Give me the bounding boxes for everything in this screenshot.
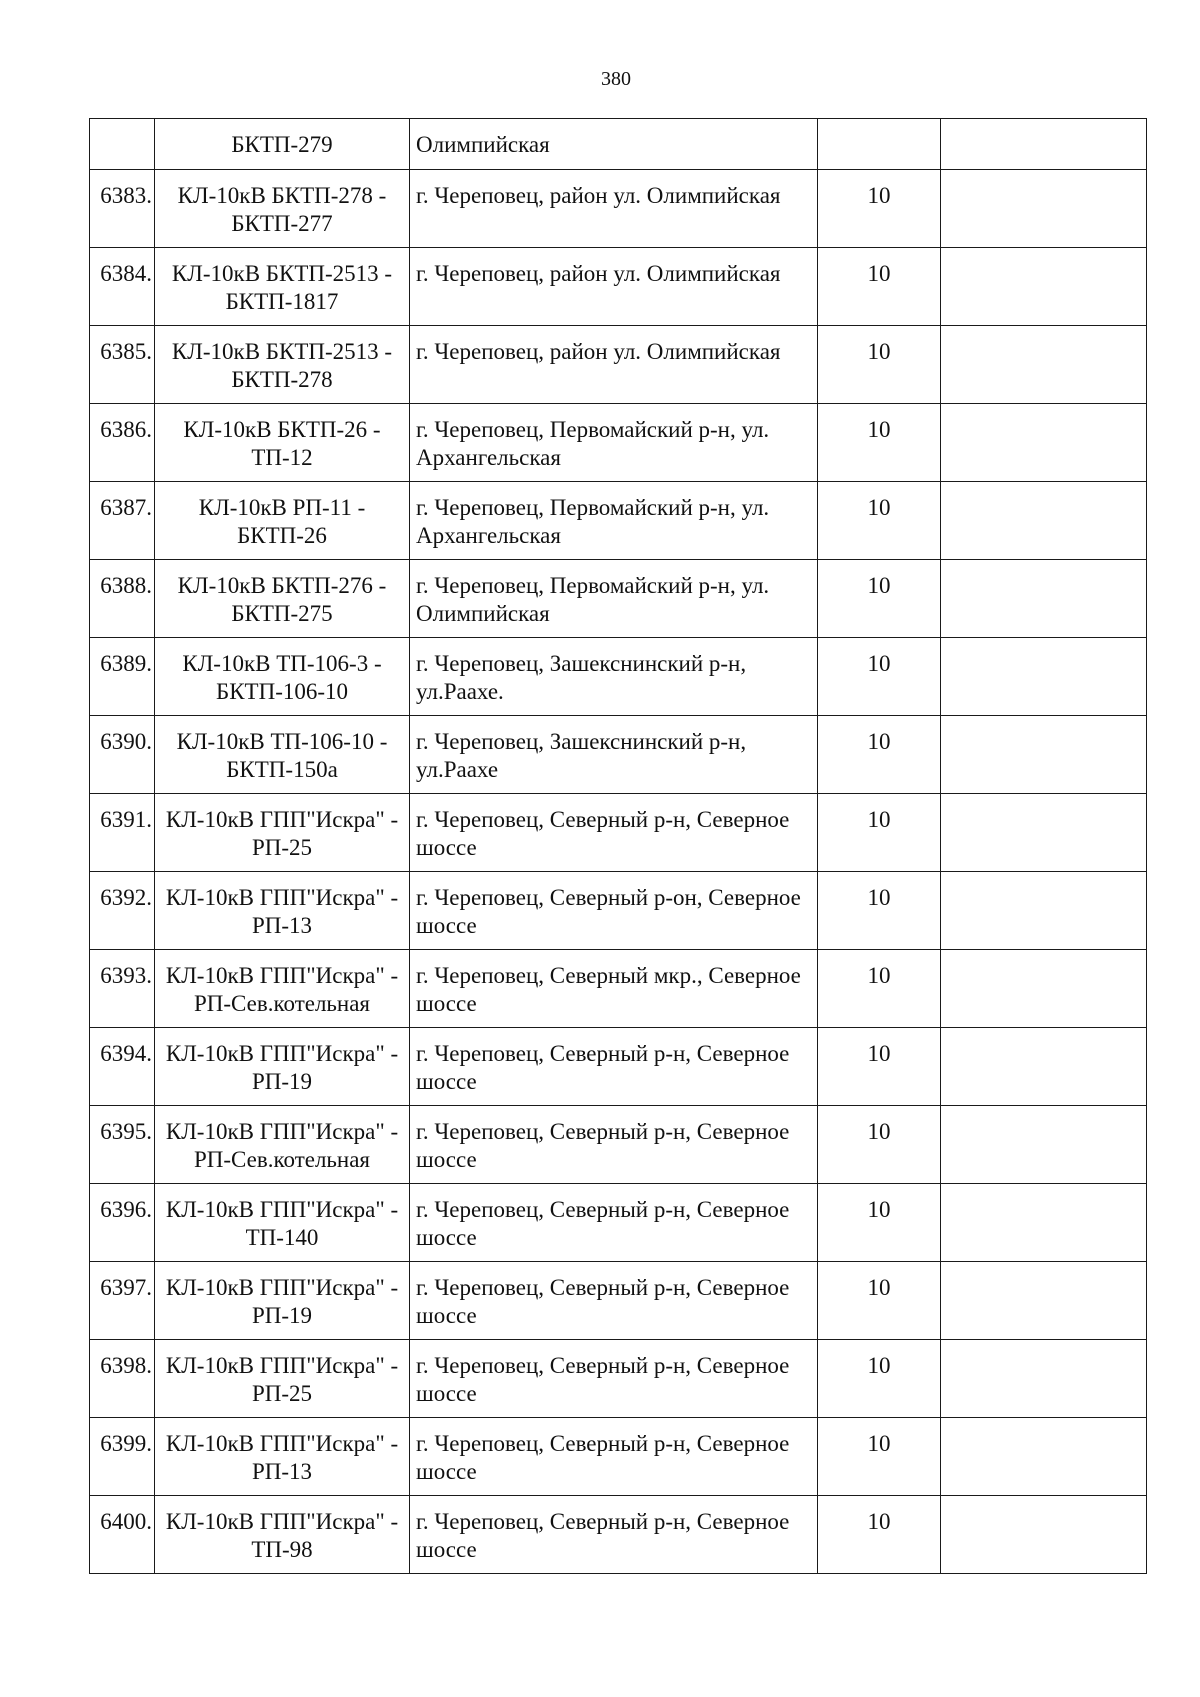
row-number-cell xyxy=(90,716,155,794)
extra-cell xyxy=(941,119,1147,170)
address-cell xyxy=(410,1340,818,1418)
row-number: 6400. xyxy=(100,1509,152,1534)
voltage-cell xyxy=(818,950,941,1028)
voltage xyxy=(818,119,940,131)
table-row xyxy=(90,248,1147,326)
row-number: 6396. xyxy=(100,1197,152,1222)
row-number: 6397. xyxy=(100,1275,152,1300)
line-name: КЛ-10кВ ГПП"Искра" - РП-19 xyxy=(165,1275,399,1328)
table-row xyxy=(90,560,1147,638)
address: г. Череповец, Северный р-н, Северное шоссе xyxy=(416,807,790,860)
line-name: БКТП-279 xyxy=(231,132,333,157)
extra-cell xyxy=(941,170,1147,248)
table-row xyxy=(90,950,1147,1028)
address: г. Череповец, Северный р-он, Северное шоссе xyxy=(416,885,801,938)
voltage: 10 xyxy=(867,885,891,910)
address-cell xyxy=(410,716,818,794)
extra-cell xyxy=(941,638,1147,716)
voltage: 10 xyxy=(867,183,891,208)
line-name-cell xyxy=(155,1496,410,1574)
address-cell xyxy=(410,119,818,170)
voltage: 10 xyxy=(867,807,891,832)
address: г. Череповец, Первомайский р-н, ул. Олимпийская xyxy=(416,573,770,626)
address: г. Череповец, район ул. Олимпийская xyxy=(416,183,781,208)
table-row xyxy=(90,872,1147,950)
row-number-cell xyxy=(90,248,155,326)
row-number-cell xyxy=(90,1184,155,1262)
line-name-cell xyxy=(155,326,410,404)
row-number-cell xyxy=(90,170,155,248)
row-number-cell xyxy=(90,872,155,950)
line-name-cell xyxy=(155,638,410,716)
voltage-cell xyxy=(818,1496,941,1574)
voltage: 10 xyxy=(867,1119,891,1144)
line-name-cell xyxy=(155,950,410,1028)
voltage: 10 xyxy=(867,651,891,676)
voltage: 10 xyxy=(867,1509,891,1534)
row-number-cell xyxy=(90,638,155,716)
extra xyxy=(941,638,1146,650)
line-name: КЛ-10кВ ТП-106-10 - БКТП-150а xyxy=(176,729,388,782)
line-name-cell xyxy=(155,170,410,248)
row-number: 6391. xyxy=(100,807,152,832)
address-cell xyxy=(410,1028,818,1106)
voltage: 10 xyxy=(867,1275,891,1300)
line-name: КЛ-10кВ ГПП"Искра" - РП-13 xyxy=(165,1431,399,1484)
table-row xyxy=(90,1340,1147,1418)
line-name: КЛ-10кВ БКТП-276 - БКТП-275 xyxy=(177,573,387,626)
row-number-cell xyxy=(90,404,155,482)
row-number: 6383. xyxy=(100,183,152,208)
extra-cell xyxy=(941,794,1147,872)
row-number-cell xyxy=(90,950,155,1028)
table-row xyxy=(90,1184,1147,1262)
address: г. Череповец, Северный мкр., Северное шоссе xyxy=(416,963,801,1016)
cable-line-table xyxy=(89,118,1147,1574)
voltage-cell xyxy=(818,560,941,638)
voltage: 10 xyxy=(867,729,891,754)
line-name: КЛ-10кВ ГПП"Искра" - РП-19 xyxy=(165,1041,399,1094)
table-row xyxy=(90,1028,1147,1106)
address-cell xyxy=(410,1106,818,1184)
table-row xyxy=(90,1496,1147,1574)
voltage-cell xyxy=(818,1262,941,1340)
voltage-cell xyxy=(818,794,941,872)
address: г. Череповец, Северный р-н, Северное шоссе xyxy=(416,1509,790,1562)
extra xyxy=(941,170,1146,182)
table-row xyxy=(90,716,1147,794)
table-row xyxy=(90,326,1147,404)
row-number-cell xyxy=(90,560,155,638)
address-cell xyxy=(410,1418,818,1496)
line-name-cell xyxy=(155,1106,410,1184)
row-number: 6386. xyxy=(100,417,152,442)
row-number: 6384. xyxy=(100,261,152,286)
row-number: 6392. xyxy=(100,885,152,910)
extra xyxy=(941,1262,1146,1274)
voltage-cell xyxy=(818,1184,941,1262)
address-cell xyxy=(410,1262,818,1340)
extra xyxy=(941,1028,1146,1040)
table-row xyxy=(90,638,1147,716)
row-number: 6394. xyxy=(100,1041,152,1066)
row-number: 6390. xyxy=(100,729,152,754)
extra-cell xyxy=(941,1262,1147,1340)
voltage-cell xyxy=(818,1106,941,1184)
extra-cell xyxy=(941,1340,1147,1418)
extra-cell xyxy=(941,1184,1147,1262)
voltage: 10 xyxy=(867,1041,891,1066)
line-name-cell xyxy=(155,1262,410,1340)
address-cell xyxy=(410,170,818,248)
row-number: 6399. xyxy=(100,1431,152,1456)
line-name-cell xyxy=(155,1184,410,1262)
address: г. Череповец, район ул. Олимпийская xyxy=(416,339,781,364)
address: г. Череповец, Зашекснинский р-н, ул.Раахе xyxy=(416,729,747,782)
line-name-cell xyxy=(155,1028,410,1106)
row-number-cell xyxy=(90,794,155,872)
row-number: 6398. xyxy=(100,1353,152,1378)
voltage-cell xyxy=(818,119,941,170)
row-number-cell xyxy=(90,1262,155,1340)
address: г. Череповец, Северный р-н, Северное шоссе xyxy=(416,1197,790,1250)
extra-cell xyxy=(941,1028,1147,1106)
address-cell xyxy=(410,1496,818,1574)
extra-cell xyxy=(941,950,1147,1028)
extra xyxy=(941,1418,1146,1430)
voltage-cell xyxy=(818,872,941,950)
voltage-cell xyxy=(818,326,941,404)
extra-cell xyxy=(941,1496,1147,1574)
extra xyxy=(941,1184,1146,1196)
line-name-cell xyxy=(155,794,410,872)
extra-cell xyxy=(941,716,1147,794)
address: г. Череповец, Северный р-н, Северное шоссе xyxy=(416,1431,790,1484)
extra xyxy=(941,1106,1146,1118)
voltage: 10 xyxy=(867,261,891,286)
line-name: КЛ-10кВ ТП-106-3 - БКТП-106-10 xyxy=(182,651,382,704)
line-name: КЛ-10кВ ГПП"Искра" - РП-Сев.котельная xyxy=(165,1119,399,1172)
extra-cell xyxy=(941,1106,1147,1184)
voltage: 10 xyxy=(867,963,891,988)
line-name: КЛ-10кВ ГПП"Искра" - ТП-140 xyxy=(165,1197,399,1250)
voltage-cell xyxy=(818,1418,941,1496)
voltage: 10 xyxy=(867,1431,891,1456)
extra xyxy=(941,482,1146,494)
extra-cell xyxy=(941,1418,1147,1496)
address-cell xyxy=(410,794,818,872)
line-name: КЛ-10кВ ГПП"Искра" - РП-Сев.котельная xyxy=(165,963,399,1016)
line-name-cell xyxy=(155,560,410,638)
address: г. Череповец, Первомайский р-н, ул. Архангельская xyxy=(416,495,770,548)
extra xyxy=(941,950,1146,962)
address-cell xyxy=(410,950,818,1028)
line-name-cell xyxy=(155,404,410,482)
voltage-cell xyxy=(818,248,941,326)
extra-cell xyxy=(941,560,1147,638)
line-name-cell xyxy=(155,248,410,326)
row-number: 6389. xyxy=(100,651,152,676)
row-number xyxy=(90,119,152,131)
extra xyxy=(941,404,1146,416)
extra xyxy=(941,872,1146,884)
address-cell xyxy=(410,872,818,950)
address: г. Череповец, Северный р-н, Северное шоссе xyxy=(416,1275,790,1328)
extra xyxy=(941,794,1146,806)
line-name: КЛ-10кВ ГПП"Искра" - ТП-98 xyxy=(165,1509,399,1562)
extra xyxy=(941,1340,1146,1352)
address-cell xyxy=(410,638,818,716)
line-name-cell xyxy=(155,482,410,560)
address: г. Череповец, Северный р-н, Северное шоссе xyxy=(416,1041,790,1094)
row-number: 6387. xyxy=(100,495,152,520)
row-number-cell xyxy=(90,119,155,170)
row-number-cell xyxy=(90,482,155,560)
voltage: 10 xyxy=(867,573,891,598)
extra xyxy=(941,248,1146,260)
address: г. Череповец, Северный р-н, Северное шоссе xyxy=(416,1119,790,1172)
table-row xyxy=(90,794,1147,872)
extra-cell xyxy=(941,248,1147,326)
address: г. Череповец, Первомайский р-н, ул. Архангельская xyxy=(416,417,770,470)
extra-cell xyxy=(941,482,1147,560)
address-cell xyxy=(410,326,818,404)
extra xyxy=(941,560,1146,572)
extra xyxy=(941,1496,1146,1508)
voltage-cell xyxy=(818,170,941,248)
line-name: КЛ-10кВ БКТП-2513 - БКТП-278 xyxy=(171,339,393,392)
extra-cell xyxy=(941,326,1147,404)
row-number: 6385. xyxy=(100,339,152,364)
extra xyxy=(941,119,1146,131)
address-cell xyxy=(410,482,818,560)
extra-cell xyxy=(941,872,1147,950)
row-number: 6388. xyxy=(100,573,152,598)
voltage-cell xyxy=(818,404,941,482)
table-row xyxy=(90,1262,1147,1340)
extra xyxy=(941,326,1146,338)
voltage: 10 xyxy=(867,1353,891,1378)
voltage-cell xyxy=(818,482,941,560)
line-name-cell xyxy=(155,1340,410,1418)
voltage: 10 xyxy=(867,495,891,520)
row-number-cell xyxy=(90,1028,155,1106)
line-name: КЛ-10кВ БКТП-278 - БКТП-277 xyxy=(177,183,387,236)
table-row xyxy=(90,1418,1147,1496)
line-name: КЛ-10кВ ГПП"Искра" - РП-25 xyxy=(165,1353,399,1406)
table-body xyxy=(90,119,1147,1574)
address: Олимпийская xyxy=(416,132,550,157)
page-number: 380 xyxy=(601,68,631,90)
voltage-cell xyxy=(818,1028,941,1106)
voltage: 10 xyxy=(867,339,891,364)
address: г. Череповец, Северный р-н, Северное шоссе xyxy=(416,1353,790,1406)
line-name: КЛ-10кВ ГПП"Искра" - РП-13 xyxy=(165,885,399,938)
line-name: КЛ-10кВ ГПП"Искра" - РП-25 xyxy=(165,807,399,860)
voltage-cell xyxy=(818,638,941,716)
extra xyxy=(941,716,1146,728)
table-row xyxy=(90,170,1147,248)
line-name-cell xyxy=(155,872,410,950)
row-number-cell xyxy=(90,1340,155,1418)
line-name-cell xyxy=(155,716,410,794)
row-number: 6393. xyxy=(100,963,152,988)
table-row xyxy=(90,404,1147,482)
address: г. Череповец, Зашекснинский р-н, ул.Раахе. xyxy=(416,651,747,704)
line-name: КЛ-10кВ БКТП-2513 - БКТП-1817 xyxy=(171,261,393,314)
voltage-cell xyxy=(818,1340,941,1418)
table-row-continuation xyxy=(90,119,1147,170)
line-name-cell xyxy=(155,1418,410,1496)
table-row xyxy=(90,1106,1147,1184)
row-number-cell xyxy=(90,326,155,404)
row-number-cell xyxy=(90,1418,155,1496)
line-name-cell xyxy=(155,119,410,170)
row-number: 6395. xyxy=(100,1119,152,1144)
row-number-cell xyxy=(90,1106,155,1184)
line-name: КЛ-10кВ БКТП-26 - ТП-12 xyxy=(183,417,381,470)
voltage: 10 xyxy=(867,1197,891,1222)
voltage-cell xyxy=(818,716,941,794)
extra-cell xyxy=(941,404,1147,482)
address: г. Череповец, район ул. Олимпийская xyxy=(416,261,781,286)
row-number-cell xyxy=(90,1496,155,1574)
address-cell xyxy=(410,248,818,326)
line-name: КЛ-10кВ РП-11 - БКТП-26 xyxy=(198,495,366,548)
table-row xyxy=(90,482,1147,560)
voltage: 10 xyxy=(867,417,891,442)
address-cell xyxy=(410,1184,818,1262)
address-cell xyxy=(410,560,818,638)
address-cell xyxy=(410,404,818,482)
